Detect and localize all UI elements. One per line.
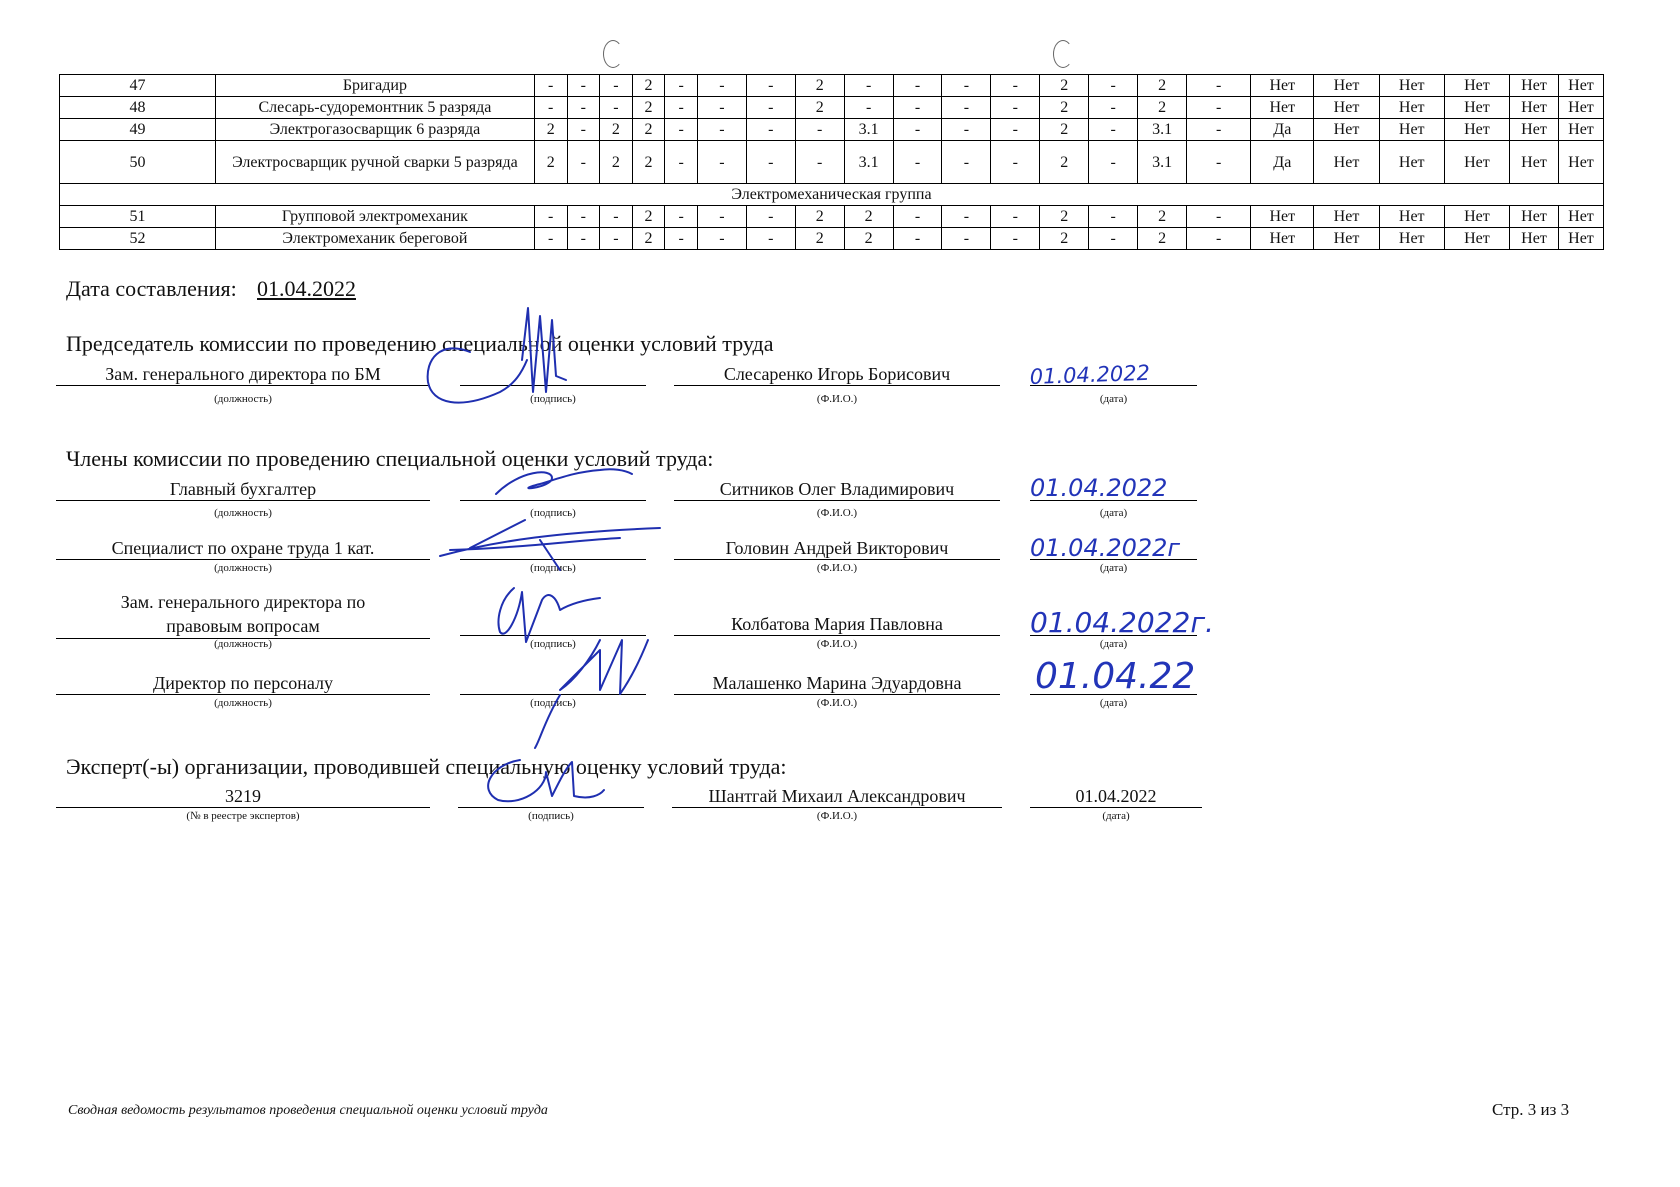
table-cell: Нет: [1251, 228, 1314, 250]
table-cell: -: [534, 75, 567, 97]
table-cell: -: [567, 206, 600, 228]
member-2-name: Головин Андрей Викторович: [674, 538, 1000, 560]
table-cell: -: [893, 119, 942, 141]
table-cell: -: [567, 119, 600, 141]
chairman-fio-caption: (Ф.И.О.): [816, 393, 858, 405]
table-cell: 2: [632, 206, 665, 228]
expert-name: Шантгай Михаил Александрович: [672, 786, 1002, 808]
table-cell: -: [942, 228, 991, 250]
member-3-date-caption: (дата): [1099, 638, 1128, 650]
table-cell: -: [893, 141, 942, 184]
compile-date-label: Дата составления:: [66, 276, 237, 301]
job-title: Слесарь-судоремонтник 5 разряда: [215, 97, 534, 119]
table-cell: -: [746, 206, 795, 228]
table-cell: 2: [632, 119, 665, 141]
table-cell: -: [795, 141, 844, 184]
job-title: Бригадир: [215, 75, 534, 97]
table-cell: 2: [1040, 141, 1089, 184]
table-cell: 3.1: [1138, 119, 1187, 141]
table-cell: 2: [1138, 97, 1187, 119]
table-cell: Нет: [1558, 141, 1603, 184]
table-cell: Нет: [1251, 97, 1314, 119]
member-3-position: Зам. генерального директора по правовым вопросам: [56, 590, 430, 639]
table-cell: -: [1187, 75, 1251, 97]
table-cell: Нет: [1379, 119, 1444, 141]
table-cell: -: [991, 119, 1040, 141]
punch-hole-right: [1053, 40, 1073, 68]
table-cell: -: [746, 141, 795, 184]
table-cell: Нет: [1444, 206, 1509, 228]
member-1-date-caption: (дата): [1099, 507, 1128, 519]
chairman-heading: Председатель комиссии по проведению специальной оценки условий труда: [66, 331, 774, 356]
table-cell: -: [534, 97, 567, 119]
table-cell: -: [600, 97, 633, 119]
table-cell: -: [1089, 97, 1138, 119]
table-cell: -: [665, 75, 698, 97]
row-number: 48: [60, 97, 216, 119]
table-cell: Да: [1251, 119, 1314, 141]
table-cell: -: [1187, 206, 1251, 228]
chairman-name: Слесаренко Игорь Борисович: [674, 364, 1000, 386]
table-cell: 2: [632, 228, 665, 250]
table-cell: -: [1089, 206, 1138, 228]
expert-signature-caption: (подпись): [528, 810, 574, 822]
chairman-date-caption: (дата): [1099, 393, 1128, 405]
row-number: 49: [60, 119, 216, 141]
table-cell: -: [600, 206, 633, 228]
table-cell: -: [567, 97, 600, 119]
row-number: 51: [60, 206, 216, 228]
table-cell: Нет: [1379, 97, 1444, 119]
table-cell: Нет: [1510, 141, 1559, 184]
table-cell: 2: [1040, 206, 1089, 228]
table-cell: Нет: [1314, 141, 1379, 184]
table-cell: -: [697, 228, 746, 250]
table-cell: -: [746, 228, 795, 250]
punch-hole-left: [603, 40, 623, 68]
table-cell: Нет: [1444, 141, 1509, 184]
table-cell: 2: [1040, 75, 1089, 97]
member-4-position-caption: (должность): [214, 697, 272, 709]
table-cell: Нет: [1314, 119, 1379, 141]
table-cell: -: [746, 97, 795, 119]
member-2-date-line: [1030, 538, 1197, 560]
chairman-position-caption: (должность): [214, 393, 272, 405]
table-body-bottom: [60, 206, 1604, 250]
table-cell: Нет: [1314, 75, 1379, 97]
expert-registry-caption: (№ в реестре экспертов): [186, 810, 300, 822]
table-cell: 2: [534, 119, 567, 141]
member-3-name: Колбатова Мария Павловна: [674, 614, 1000, 636]
member-1-date-line: [1030, 479, 1197, 501]
table-cell: -: [665, 119, 698, 141]
table-row: [60, 206, 1604, 228]
table-cell: -: [942, 206, 991, 228]
footer-title: Сводная ведомость результатов проведения специальной оценки условий труда: [68, 1103, 548, 1118]
table-cell: Нет: [1379, 141, 1444, 184]
row-number: 50: [60, 141, 216, 184]
table-cell: Нет: [1444, 119, 1509, 141]
table-cell: Нет: [1510, 206, 1559, 228]
job-title: Электромеханик береговой: [215, 228, 534, 250]
table-row: [60, 119, 1604, 141]
table-cell: 2: [795, 228, 844, 250]
member-2-date-caption: (дата): [1099, 562, 1128, 574]
table-cell: Нет: [1558, 206, 1603, 228]
table-cell: -: [534, 206, 567, 228]
table-cell: -: [697, 97, 746, 119]
table-cell: Нет: [1558, 119, 1603, 141]
table-cell: Нет: [1510, 228, 1559, 250]
page-number: Стр. 3 из 3: [1492, 1100, 1570, 1119]
expert-fio-caption: (Ф.И.О.): [816, 810, 858, 822]
table-cell: -: [746, 119, 795, 141]
member-2-signature-caption: (подпись): [530, 562, 576, 574]
table-cell: -: [697, 141, 746, 184]
table-cell: -: [665, 141, 698, 184]
job-title: Групповой электромеханик: [215, 206, 534, 228]
table-cell: 2: [1138, 206, 1187, 228]
table-cell: Нет: [1444, 75, 1509, 97]
chairman-date-line: [1030, 364, 1197, 386]
table-cell: -: [1089, 228, 1138, 250]
table-cell: Нет: [1314, 228, 1379, 250]
table-cell: -: [942, 75, 991, 97]
expert-date-caption: (дата): [1102, 810, 1130, 822]
expert-signature-line: [458, 786, 644, 808]
group-title: Электромеханическая группа: [60, 184, 1604, 206]
table-cell: -: [893, 97, 942, 119]
compile-date-value: 01.04.2022: [257, 276, 356, 301]
table-cell: 2: [844, 206, 893, 228]
chairman-signature-caption: (подпись): [530, 393, 576, 405]
table-cell: -: [942, 119, 991, 141]
table-cell: -: [1187, 141, 1251, 184]
table-cell: 2: [1138, 228, 1187, 250]
expert-registry-number: 3219: [56, 786, 430, 808]
table-cell: -: [1187, 228, 1251, 250]
table-cell: -: [567, 141, 600, 184]
table-row: [60, 228, 1604, 250]
table-cell: -: [893, 228, 942, 250]
table-cell: -: [697, 119, 746, 141]
chairman-position: Зам. генерального директора по БМ: [56, 364, 430, 386]
group-row: [60, 184, 1604, 206]
table-cell: Нет: [1558, 228, 1603, 250]
chairman-date-handwritten: 01.04.2022: [1029, 360, 1151, 389]
table-cell: 3.1: [1138, 141, 1187, 184]
table-cell: 2: [1040, 119, 1089, 141]
table-cell: -: [665, 228, 698, 250]
member-2-fio-caption: (Ф.И.О.): [816, 562, 858, 574]
table-cell: Нет: [1510, 97, 1559, 119]
member-3-signature-caption: (подпись): [530, 638, 576, 650]
table-cell: -: [600, 228, 633, 250]
table-cell: Нет: [1251, 206, 1314, 228]
member-1-date-handwritten: 01.04.2022: [1030, 474, 1168, 502]
table-cell: -: [665, 206, 698, 228]
row-number: 52: [60, 228, 216, 250]
table-cell: 2: [795, 75, 844, 97]
member-4-fio-caption: (Ф.И.О.): [816, 697, 858, 709]
members-heading: Члены комиссии по проведению специальной оценки условий труда:: [66, 446, 714, 471]
table-cell: Нет: [1510, 119, 1559, 141]
table-row: [60, 141, 1604, 184]
table-cell: -: [942, 141, 991, 184]
table-cell: 2: [534, 141, 567, 184]
row-number: 47: [60, 75, 216, 97]
table-cell: Нет: [1379, 228, 1444, 250]
expert-heading: Эксперт(-ы) организации, проводившей специальную оценку условий труда:: [66, 754, 787, 779]
member-2-position-caption: (должность): [214, 562, 272, 574]
table-cell: -: [991, 97, 1040, 119]
member-2-signature-line: [460, 538, 646, 560]
table-cell: Нет: [1444, 97, 1509, 119]
member-3-signature-line: [460, 614, 646, 636]
table-cell: 2: [600, 141, 633, 184]
table-cell: -: [567, 228, 600, 250]
table-cell: -: [844, 75, 893, 97]
table-cell: -: [697, 206, 746, 228]
table-cell: -: [1187, 97, 1251, 119]
table-cell: 3.1: [844, 141, 893, 184]
job-title: Электросварщик ручной сварки 5 разряда: [215, 141, 534, 184]
expert-date: 01.04.2022: [1030, 786, 1202, 808]
member-3-date-handwritten: 01.04.2022г.: [1030, 606, 1214, 639]
table-cell: Нет: [1510, 75, 1559, 97]
table-cell: -: [746, 75, 795, 97]
member-4-signature-caption: (подпись): [530, 697, 576, 709]
table-cell: -: [600, 75, 633, 97]
table-cell: Нет: [1251, 75, 1314, 97]
member-3-date-line: [1030, 614, 1197, 636]
chairman-signature-line: [460, 364, 646, 386]
member-1-name: Ситников Олег Владимирович: [674, 479, 1000, 501]
table-cell: -: [567, 75, 600, 97]
member-4-signature-line: [460, 673, 646, 695]
member-3-fio-caption: (Ф.И.О.): [816, 638, 858, 650]
table-cell: Нет: [1379, 75, 1444, 97]
table-cell: 2: [600, 119, 633, 141]
table-cell: 2: [632, 75, 665, 97]
member-4-date-handwritten: 01.04.22: [1035, 656, 1196, 697]
member-1-position-caption: (должность): [214, 507, 272, 519]
table-cell: Нет: [1558, 75, 1603, 97]
table-cell: Нет: [1314, 206, 1379, 228]
table-cell: 2: [795, 206, 844, 228]
table-cell: -: [1187, 119, 1251, 141]
member-4-position: Директор по персоналу: [56, 673, 430, 695]
table-cell: -: [991, 228, 1040, 250]
table-cell: -: [697, 75, 746, 97]
table-cell: 2: [632, 97, 665, 119]
table-row: [60, 75, 1604, 97]
results-table: [59, 74, 1604, 250]
table-cell: -: [942, 97, 991, 119]
table-cell: Нет: [1558, 97, 1603, 119]
table-cell: 2: [1040, 97, 1089, 119]
table-cell: -: [665, 97, 698, 119]
member-1-position: Главный бухгалтер: [56, 479, 430, 501]
job-title: Электрогазосварщик 6 разряда: [215, 119, 534, 141]
member-2-position: Специалист по охране труда 1 кат.: [56, 538, 430, 560]
table-cell: -: [991, 141, 1040, 184]
table-cell: -: [534, 228, 567, 250]
table-cell: -: [1089, 119, 1138, 141]
member-1-signature-line: [460, 479, 646, 501]
member-3-position-caption: (должность): [214, 638, 272, 650]
table-cell: 3.1: [844, 119, 893, 141]
group-row-section: [60, 184, 1604, 206]
table-cell: 2: [795, 97, 844, 119]
table-cell: 2: [632, 141, 665, 184]
table-cell: 2: [1040, 228, 1089, 250]
table-cell: 2: [844, 228, 893, 250]
table-cell: Нет: [1314, 97, 1379, 119]
table-cell: 2: [1138, 75, 1187, 97]
table-cell: -: [795, 119, 844, 141]
table-cell: Нет: [1379, 206, 1444, 228]
table-cell: -: [1089, 75, 1138, 97]
table-cell: -: [991, 75, 1040, 97]
table-cell: Да: [1251, 141, 1314, 184]
member-1-signature-caption: (подпись): [530, 507, 576, 519]
table-row: [60, 97, 1604, 119]
table-cell: -: [893, 206, 942, 228]
table-cell: -: [1089, 141, 1138, 184]
member-4-name: Малашенко Марина Эдуардовна: [674, 673, 1000, 695]
table-cell: -: [991, 206, 1040, 228]
member-1-fio-caption: (Ф.И.О.): [816, 507, 858, 519]
table-cell: Нет: [1444, 228, 1509, 250]
member-2-date-handwritten: 01.04.2022г: [1030, 534, 1181, 562]
table-cell: -: [893, 75, 942, 97]
member-4-date-caption: (дата): [1099, 697, 1128, 709]
table-body-top: [60, 75, 1604, 184]
table-cell: -: [844, 97, 893, 119]
member-4-date-line: [1030, 673, 1197, 695]
